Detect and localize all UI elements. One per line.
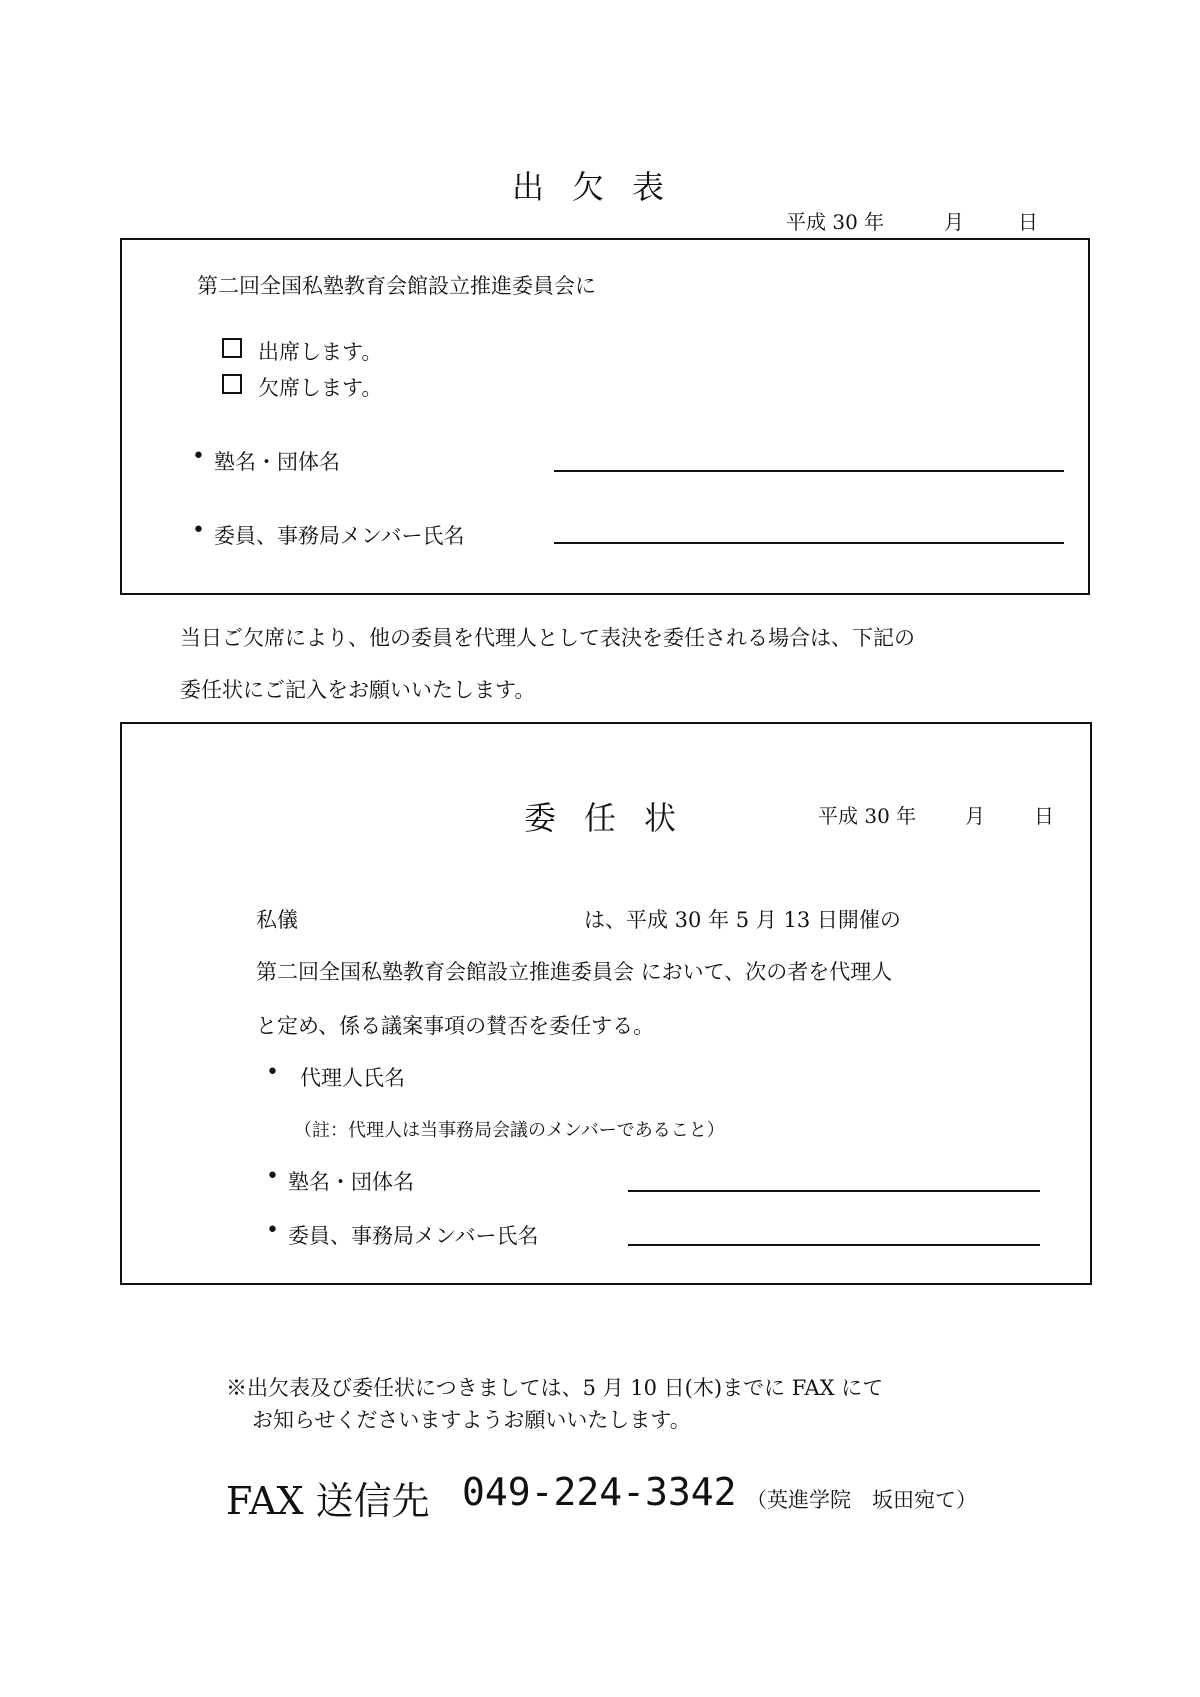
proxy-watashi: 私儀 xyxy=(256,908,298,932)
proxy-school-field[interactable] xyxy=(628,1158,1040,1192)
attendance-date-day: 日 xyxy=(1018,210,1038,234)
fax-label: FAX 送信先 xyxy=(226,1479,430,1523)
attendance-school-underline xyxy=(554,470,1064,472)
attend-checkbox[interactable] xyxy=(222,338,242,358)
footer-note-line-1: ※出欠表及び委任状につきましては、5 月 10 日(木)までに FAX にて xyxy=(226,1376,884,1400)
proxy-title: 委任状 xyxy=(524,799,705,837)
proxy-school-label: 塾名・団体名 xyxy=(288,1170,414,1194)
bullet-dot: • xyxy=(266,1060,279,1085)
attendance-member-field[interactable] xyxy=(554,510,1064,544)
bullet-dot: • xyxy=(192,518,205,543)
proxy-member-underline xyxy=(628,1244,1040,1246)
attendance-member-underline xyxy=(554,542,1064,544)
absent-checkbox[interactable] xyxy=(222,374,242,394)
proxy-date-month: 月 xyxy=(965,804,985,828)
fax-number: 049-224-3342 xyxy=(462,1470,737,1514)
proxy-line-3: と定め、係る議案事項の賛否を委任する。 xyxy=(256,1014,655,1038)
attendance-title: 出欠表 xyxy=(512,168,693,206)
notice-line-1: 当日ご欠席により、他の委員を代理人として表決を委任される場合は、下記の xyxy=(180,626,915,650)
proxy-member-label: 委員、事務局メンバー氏名 xyxy=(288,1224,539,1248)
footer-note-line-2: お知らせくださいますようお願いいたします。 xyxy=(252,1408,691,1432)
attendance-date-month: 月 xyxy=(944,210,964,234)
attendance-date-era: 平成 30 年 xyxy=(786,210,885,234)
proxy-agent-label: 代理人氏名 xyxy=(300,1066,405,1090)
bullet-dot: • xyxy=(266,1164,279,1189)
proxy-member-field[interactable] xyxy=(628,1212,1040,1246)
attendance-addressee: 第二回全国私塾教育会館設立推進委員会に xyxy=(197,274,596,298)
attendance-school-field[interactable] xyxy=(554,438,1064,472)
bullet-dot: • xyxy=(266,1218,279,1243)
proxy-school-underline xyxy=(628,1190,1040,1192)
fax-attention: （英進学院 坂田宛て） xyxy=(746,1488,977,1512)
notice-line-2: 委任状にご記入をお願いいたします。 xyxy=(180,678,536,702)
absent-option-label: 欠席します。 xyxy=(258,376,383,400)
proxy-line-1: は、平成 30 年 5 月 13 日開催の xyxy=(584,908,901,932)
proxy-date-era: 平成 30 年 xyxy=(818,804,917,828)
attend-option-label: 出席します。 xyxy=(258,340,383,364)
proxy-name-field[interactable] xyxy=(320,898,570,932)
proxy-agent-note: （註：代理人は当事務局会議のメンバーであること） xyxy=(294,1120,725,1141)
attendance-member-label: 委員、事務局メンバー氏名 xyxy=(214,524,465,548)
bullet-dot: • xyxy=(192,444,205,469)
proxy-date-day: 日 xyxy=(1034,804,1054,828)
attendance-school-label: 塾名・団体名 xyxy=(214,450,340,474)
proxy-line-2: 第二回全国私塾教育会館設立推進委員会 において、次の者を代理人 xyxy=(256,960,893,984)
